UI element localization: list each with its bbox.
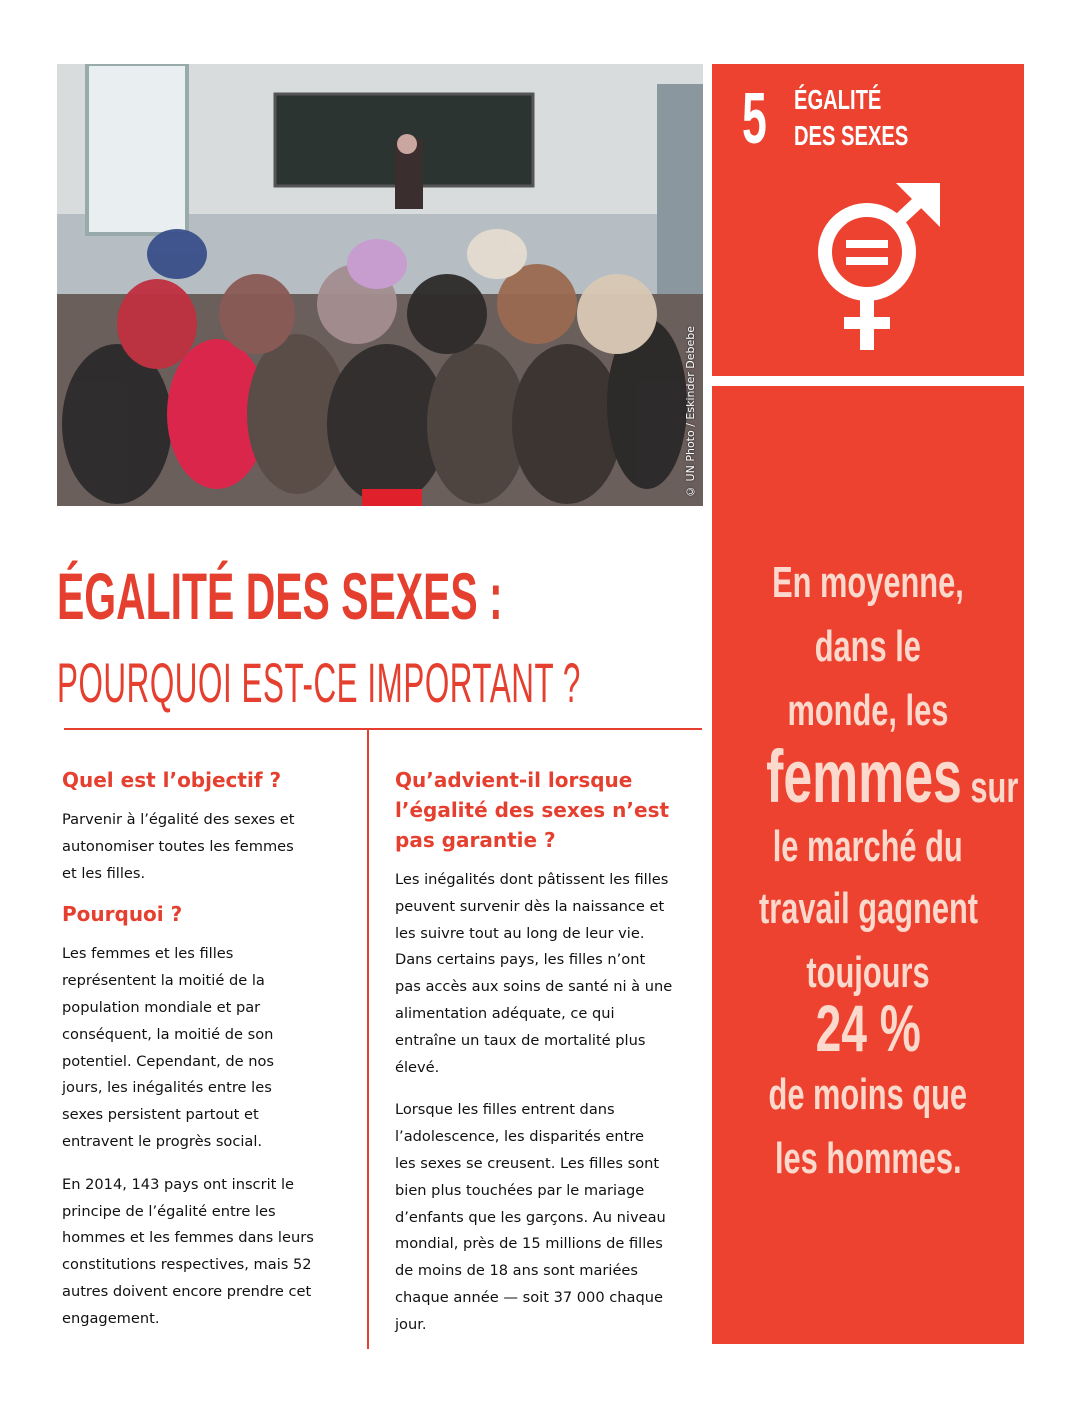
stat-line: dans le — [814, 622, 922, 671]
page-subtitle: POURQUOI EST-CE IMPORTANT ? — [57, 651, 581, 714]
stat-line: les hommes. — [774, 1134, 962, 1183]
page-title: ÉGALITÉ DES SEXES : — [57, 559, 503, 633]
photo-illustration — [57, 64, 703, 506]
section-heading-why: Pourquoi ? — [62, 902, 183, 927]
sdg-5-logo — [712, 64, 1024, 376]
constitution-text: En 2014, 143 pays ont inscrit le principe de l’égalité entre les hommes et les femmes dans leurs constitutions respectives, mais 52 autres doivent encore prendre cet engagement. — [62, 1175, 314, 1327]
right-column — [395, 765, 680, 1339]
section-heading-objective: Quel est l’objectif ? — [62, 768, 282, 792]
sdg-number: 5 — [742, 79, 767, 159]
gender-equality-icon — [812, 179, 952, 354]
consequences-text: Les inégalités dont pâtissent les filles peuvent survenir dès la naissance et les suivre tout au long de leur vie. Dans certains pays, les filles n’ont pas accès aux soins de santé ni à une alimentation adéquate, ce qui entraîne un taux de mortalité plus élevé. — [395, 871, 673, 1076]
why-text: Les femmes et les filles représentent la moitié de la population mondiale et par conséquent, la moitié de son potentiel. Cependant, de nos jours, les inégalités entre les sexes persistent partout et entravent le progrès social. — [62, 945, 275, 1150]
stat-line: En moyenne, — [772, 558, 964, 607]
stat-percentage: 24 % — [815, 991, 921, 1065]
stat-line: le marché du — [772, 822, 964, 871]
stat-line: toujours — [806, 948, 930, 997]
stat-line: de moins que — [768, 1070, 968, 1119]
classroom-photo — [57, 64, 703, 506]
column-divider — [367, 729, 369, 1349]
stat-line: monde, les — [787, 686, 949, 735]
stat-line: travail gagnent — [758, 884, 979, 933]
sdg-title-line2: DES SEXES — [794, 120, 909, 151]
stat-line: femmes sur — [766, 735, 1019, 818]
divider — [64, 728, 702, 730]
section-heading-consequences: Qu’advient-il lorsque l’égalité des sexes n’est pas garantie ? — [395, 768, 670, 852]
objective-text: Parvenir à l’égalité des sexes et autonomiser toutes les femmes et les filles. — [62, 811, 295, 882]
photo-credit: © UN Photo / Eskinder Debebe — [684, 326, 697, 498]
left-column — [62, 765, 327, 1333]
statistic-callout — [712, 386, 1024, 1344]
adolescence-text: Lorsque les filles entrent dans l’adolescence, les disparités entre les sexes se creusent. Les filles sont bien plus touchées par le mariage d’enfants que les garçons. Au niveau mondial, près de 15 millions de filles de moins de 18 ans sont mariées chaque année — soit 37 000 chaque jour. — [395, 1101, 666, 1333]
sdg-title-line1: ÉGALITÉ — [794, 84, 882, 115]
